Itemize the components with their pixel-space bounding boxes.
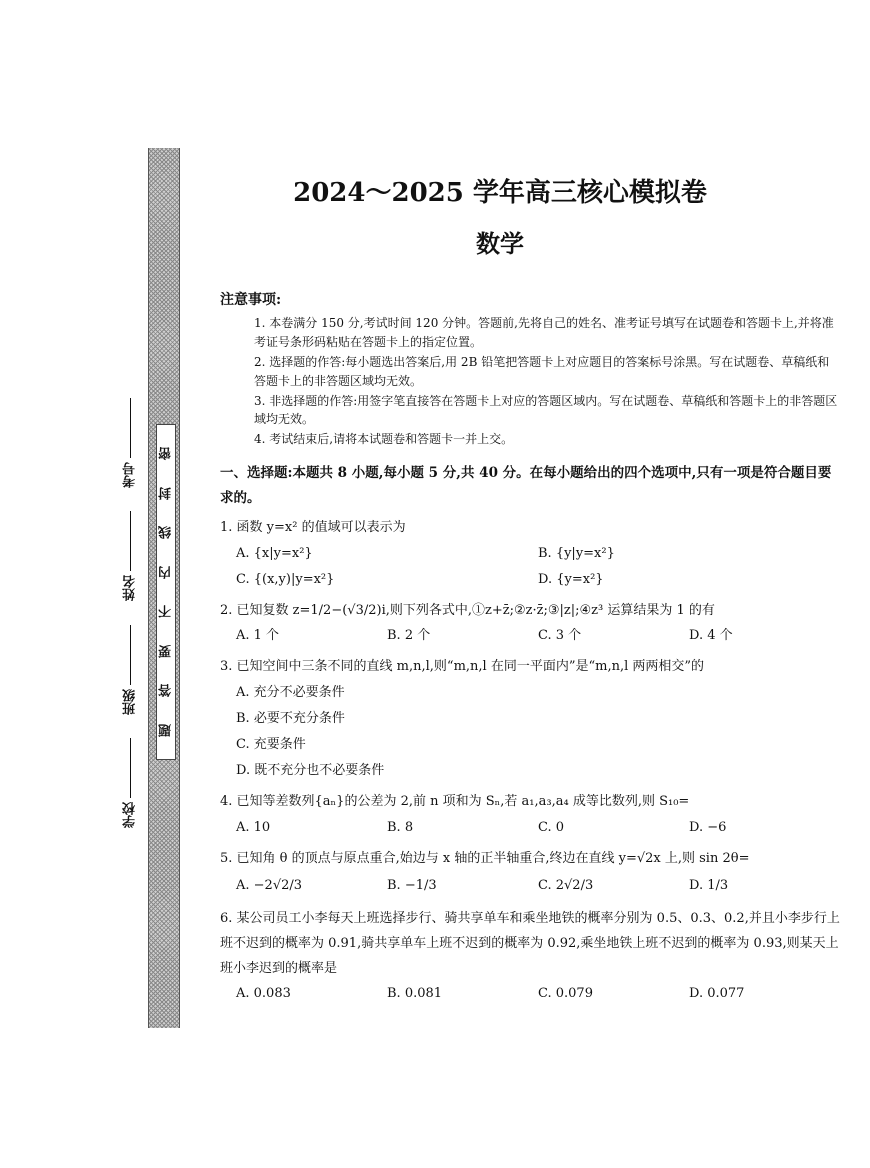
seal-notice	[156, 424, 176, 760]
seal-char: 不	[158, 605, 174, 619]
option: C. 3 个	[538, 628, 582, 644]
option: C. 0	[538, 819, 565, 835]
question-options	[220, 981, 840, 1007]
option: B. 0.081	[387, 986, 443, 1002]
option: D. 4 个	[689, 628, 733, 644]
question-options	[220, 871, 840, 901]
seal-char: 题	[158, 723, 174, 737]
question-1	[220, 516, 840, 593]
question-stem: 6. 某公司员工小李每天上班选择步行、骑共享单车和乘坐地铁的概率分别为 0.5、0.3、0.2,并且小李步行上班不迟到的概率为 0.91,骑共享单车上班不迟到的概率为 0.92,乘坐地铁上班不迟到的概率为 0.93,则某天上班小李迟到的概率是	[220, 911, 840, 976]
field-label: 学校	[122, 801, 138, 828]
question-stem: 3. 已知空间中三条不同的直线 m,n,l,则“m,n,l 在同一平面内”是“m,n,l 两两相交”的	[220, 659, 705, 675]
option: C. 2√2/3	[538, 878, 594, 894]
option: B. {y|y=x²}	[538, 545, 615, 561]
field-exam-number	[121, 398, 140, 492]
option: D. 1/3	[689, 878, 729, 894]
notice-item: 4. 考试结束后,请将本试题卷和答题卡一并上交。	[254, 432, 514, 447]
option: A. 充分不必要条件	[236, 685, 345, 701]
option: A. 0.083	[236, 986, 291, 1002]
exam-body	[220, 290, 840, 1007]
question-options	[220, 815, 840, 841]
question-stem: 2. 已知复数 z=1/2−(√3/2)i,则下列各式中,①z+z̄;②z·z̄;③|z|;④z³ 运算结果为 1 的有	[220, 602, 715, 618]
notice-item: 1. 本卷满分 150 分,考试时间 120 分钟。答题前,先将自己的姓名、准考证号填写在试题卷和答题卡上,并将准考证号条形码粘贴在答题卡上的指定位置。	[254, 315, 834, 349]
field-school	[121, 738, 140, 832]
exam-title: 2024～2025 学年高三核心模拟卷	[293, 178, 707, 208]
question-stem: 4. 已知等差数列{aₙ}的公差为 2,前 n 项和为 Sₙ,若 a₁,a₃,a₄ 成等比数列,则 S₁₀=	[220, 794, 690, 810]
field-line	[130, 511, 131, 571]
notice-list	[220, 314, 840, 450]
question-5	[220, 847, 840, 902]
seal-char: 要	[158, 644, 174, 658]
option: B. 8	[387, 819, 414, 835]
question-stem: 1. 函数 y=x² 的值域可以表示为	[220, 519, 406, 535]
field-class	[121, 625, 140, 719]
field-name	[121, 511, 140, 605]
seal-char: 内	[158, 565, 174, 579]
option: A. 1 个	[236, 628, 280, 644]
option: A. 10	[236, 819, 271, 835]
question-2	[220, 599, 840, 650]
field-label: 考号	[122, 462, 138, 488]
field-line	[130, 738, 131, 798]
seal-char: 密	[158, 447, 174, 460]
option: B. 2 个	[387, 628, 431, 644]
student-info-fields	[118, 398, 142, 832]
option: C. {(x,y)|y=x²}	[236, 571, 335, 587]
option: D. 既不充分也不必要条件	[236, 763, 385, 779]
question-options	[220, 623, 840, 649]
option: C. 充要条件	[236, 737, 306, 753]
notice-item: 2. 选择题的作答:每小题选出答案后,用 2B 铅笔把答题卡上对应题目的答案标号涂黑。写在试题卷、草稿纸和答题卡上的非答题区域均无效。	[254, 354, 830, 388]
option: A. {x|y=x²}	[236, 545, 313, 561]
option: D. −6	[689, 819, 727, 835]
section-heading: 一、选择题:本题共 8 小题,每小题 5 分,共 40 分。在每小题给出的四个选项中,只有一项是符合题目要求的。	[220, 465, 832, 506]
field-line	[130, 625, 131, 685]
field-line	[130, 398, 131, 458]
exam-subject: 数学	[476, 229, 524, 258]
question-options	[220, 541, 840, 593]
option: D. {y=x²}	[538, 571, 604, 587]
question-4	[220, 790, 840, 841]
question-stem: 5. 已知角 θ 的顶点与原点重合,始边与 x 轴的正半轴重合,终边在直线 y=√2x 上,则 sin 2θ=	[220, 850, 750, 866]
option: D. 0.077	[689, 986, 745, 1002]
notice-item: 3. 非选择题的作答:用签字笔直接答在答题卡上对应的答题区域内。写在试题卷、草稿纸和答题卡上的非答题区域均无效。	[254, 393, 838, 427]
field-label: 班级	[122, 688, 138, 715]
question-options	[220, 680, 840, 784]
seal-char: 线	[158, 526, 174, 540]
notice-heading: 注意事项:	[220, 292, 282, 308]
option: C. 0.079	[538, 986, 593, 1002]
question-6	[220, 907, 840, 1007]
field-label: 姓名	[122, 575, 138, 602]
question-3	[220, 655, 840, 784]
option: A. −2√2/3	[236, 878, 303, 894]
option: B. −1/3	[387, 878, 437, 894]
seal-char: 封	[158, 486, 174, 500]
option: B. 必要不充分条件	[236, 711, 345, 727]
seal-char: 答	[158, 684, 174, 698]
